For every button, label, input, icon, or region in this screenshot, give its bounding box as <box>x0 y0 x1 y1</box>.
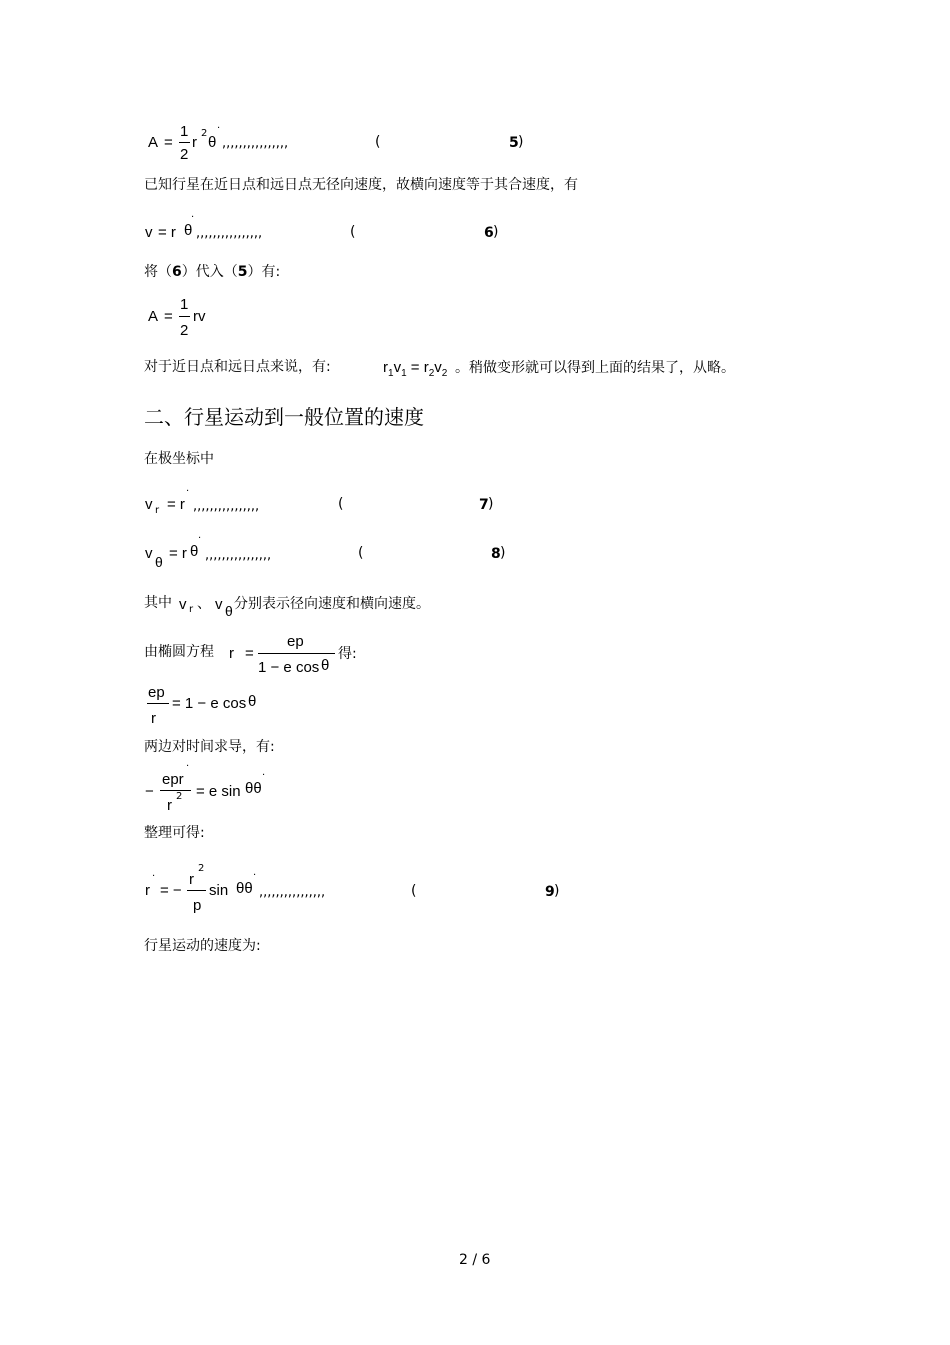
eq5-r: r <box>192 134 197 151</box>
eq9-sin: sin <box>209 882 229 899</box>
eq7-rhs: = r <box>167 496 185 513</box>
page-number: 2 / 6 <box>459 1252 491 1268</box>
p2-text-e: ）有: <box>247 264 281 280</box>
eq7-sub: r <box>155 505 160 516</box>
earv-numerator: 1 <box>180 296 189 313</box>
ec-rhs: = e sin <box>196 783 241 800</box>
paragraph-9: 行星运动的速度为: <box>144 938 261 954</box>
eq9-number: 9 <box>545 884 555 900</box>
p6-text: 由椭圆方程 <box>144 644 214 660</box>
eq5-lhs: A <box>148 134 159 151</box>
eq8-close-paren: ) <box>500 545 506 561</box>
paragraph-7: 两边对时间求导，有: <box>144 739 275 755</box>
eq9-dots: ,,,,,,,,,,,,,,,, <box>259 885 326 900</box>
eb-fraction-bar <box>147 703 169 704</box>
p6-fraction-bar <box>258 653 335 654</box>
eq9-lhs: r <box>145 882 150 899</box>
p3-text: 对于近日点和远日点来说，有: <box>144 359 331 375</box>
eq5-dots: ,,,,,,,,,,,,,,,, <box>222 136 289 151</box>
eq9-denominator: p <box>193 897 202 914</box>
eq8-dot: · <box>198 533 202 544</box>
eq7-lhs: v <box>145 496 153 513</box>
eq9-lhs-dot: · <box>152 871 156 882</box>
ec-den-exponent: 2 <box>176 791 183 802</box>
p2-ref-5: 5 <box>237 264 248 280</box>
p6-theta: θ <box>321 657 330 674</box>
section-heading: 二、行星运动到一般位置的速度 <box>144 405 424 429</box>
p5-separator: 、 <box>197 596 211 612</box>
p3-r1: r <box>383 359 388 376</box>
paragraph-2 <box>144 263 280 281</box>
eq8-number: 8 <box>491 546 501 562</box>
eq8-rhs: = r <box>169 545 187 562</box>
eq9-exponent: 2 <box>198 863 205 874</box>
eb-theta: θ <box>248 693 257 710</box>
eq9-theta-dot: · <box>253 870 257 881</box>
eq6-rhs: = r <box>158 224 176 241</box>
p5-text-a: 其中 <box>144 595 172 611</box>
p3-sub1: 1 <box>388 368 394 379</box>
eq6-open-paren: ( <box>350 224 356 240</box>
eb-denominator: r <box>151 710 156 727</box>
eq7-open-paren: ( <box>338 496 344 512</box>
eb-numerator: ep <box>148 684 165 701</box>
paragraph-8: 整理可得: <box>144 825 205 841</box>
eq6-dots: ,,,,,,,,,,,,,,,, <box>196 226 263 241</box>
eq5-number: 5 <box>509 135 519 151</box>
eq5-denominator: 2 <box>180 146 189 163</box>
p5-tail: 分别表示径向速度和横向速度。 <box>234 596 430 612</box>
eq5-close-paren: ) <box>518 134 524 150</box>
eq7-dots: ,,,,,,,,,,,,,,,, <box>193 499 260 514</box>
p3-equals: = r <box>410 359 429 376</box>
eq5-theta: θ <box>208 134 217 151</box>
eq5-open-paren: ( <box>375 134 381 150</box>
eq7-dot: · <box>186 486 190 497</box>
earv-denominator: 2 <box>180 322 189 339</box>
eq8-open-paren: ( <box>358 545 364 561</box>
eq6-dot: · <box>191 212 195 223</box>
p2-text-c: ）代入（ <box>181 264 238 280</box>
eq9-fraction-bar <box>187 890 206 891</box>
eq8-theta: θ <box>190 543 199 560</box>
ec-theta-dot: · <box>262 770 266 781</box>
p3-v1: v <box>393 359 402 376</box>
earv-fraction-bar <box>179 316 190 317</box>
p3-sub4: 2 <box>441 368 448 379</box>
earv-lhs: A <box>148 308 159 325</box>
eq5-dot: · <box>217 123 221 134</box>
paragraph-4: 在极坐标中 <box>144 451 214 467</box>
ec-num-dot: · <box>186 761 190 772</box>
p3-sub2: 1 <box>401 368 407 379</box>
eq5-fraction-bar <box>179 142 190 143</box>
p5-sub-r: r <box>189 604 194 615</box>
ec-numerator: epr <box>162 771 184 788</box>
p6-tail: 得: <box>338 646 357 662</box>
eq7-number: 7 <box>479 497 489 513</box>
p5-sub-theta: θ <box>225 603 233 619</box>
ec-den-r: r <box>167 797 172 814</box>
eq9-open-paren: ( <box>411 883 417 899</box>
p6-numerator: ep <box>287 633 304 650</box>
ec-minus: − <box>145 783 154 800</box>
earv-rv: rv <box>193 308 206 325</box>
eq7-close-paren: ) <box>488 496 494 512</box>
eq9-theta-theta: θθ <box>236 880 253 897</box>
eq5-equals: = <box>164 134 173 151</box>
eq6-close-paren: ) <box>493 224 499 240</box>
p6-r: r <box>229 645 234 662</box>
ec-theta-theta: θθ <box>245 780 262 797</box>
paragraph-1: 已知行星在近日点和远日点无径向速度，故横向速度等于其合速度，有 <box>144 177 578 193</box>
p6-denominator: 1 − e cos <box>258 659 320 676</box>
p6-equals: = <box>245 645 254 662</box>
eq8-lhs: v <box>145 545 153 562</box>
eq9-close-paren: ) <box>554 883 560 899</box>
eq6-lhs: v <box>145 224 153 241</box>
p3-tail: 。稍做变形就可以得到上面的结果了，从略。 <box>455 360 735 376</box>
eq5-numerator: 1 <box>180 123 189 140</box>
p3-formula <box>383 359 447 379</box>
p5-v2: v <box>215 596 223 613</box>
eq9-equals: = − <box>160 882 182 899</box>
eq9-numerator: r <box>189 871 194 888</box>
eq8-dots: ,,,,,,,,,,,,,,,, <box>205 548 272 563</box>
p2-text-a: 将（ <box>144 264 172 280</box>
p5-v1: v <box>179 596 187 613</box>
eq6-number: 6 <box>484 225 494 241</box>
eq8-sub: θ <box>155 554 163 570</box>
eq6-theta: θ <box>184 222 193 239</box>
p3-sub3: 2 <box>428 368 435 379</box>
eq5-exponent: 2 <box>201 128 208 139</box>
earv-equals: = <box>164 308 173 325</box>
p3-v2: v <box>434 359 442 376</box>
p2-ref-6: 6 <box>172 264 182 280</box>
eb-rhs: = 1 − e cos <box>172 695 247 712</box>
